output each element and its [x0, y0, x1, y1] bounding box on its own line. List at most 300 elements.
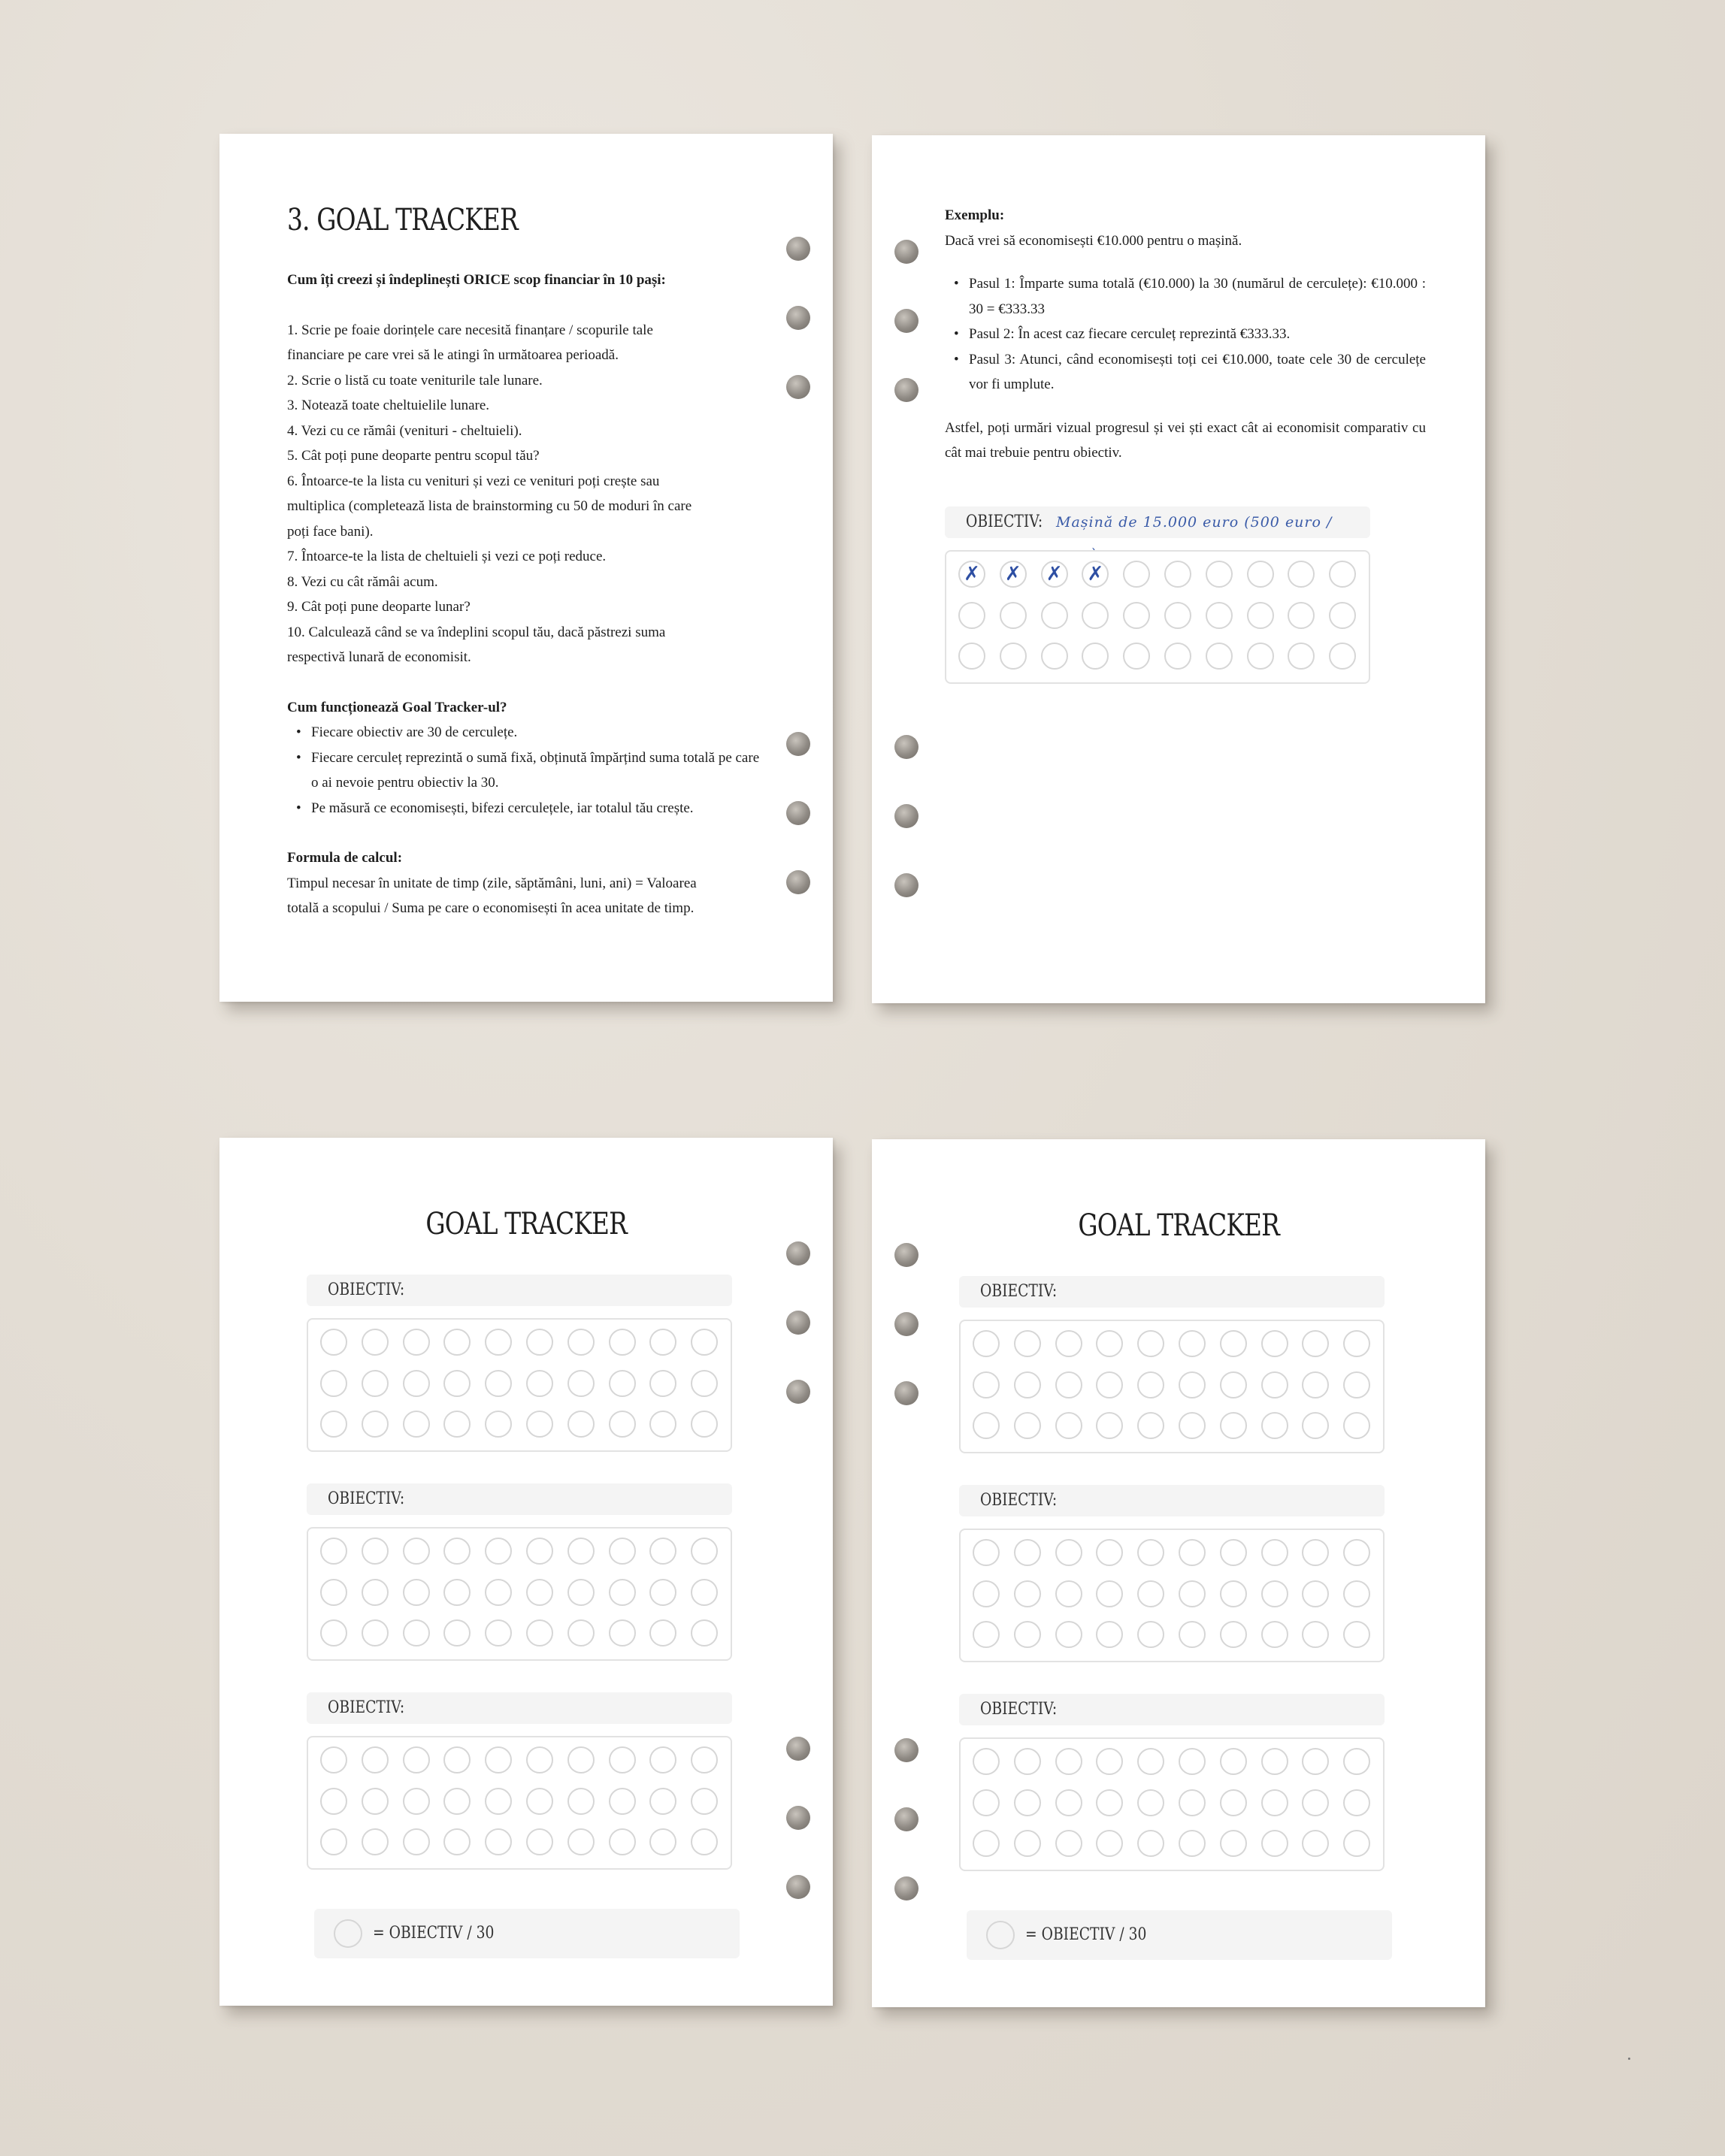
tracker-circle[interactable]: [1288, 643, 1315, 670]
tracker-circle[interactable]: [1261, 1789, 1288, 1816]
tracker-circle[interactable]: [1164, 643, 1191, 670]
tracker-circle[interactable]: [567, 1619, 595, 1646]
tracker-circle[interactable]: [1055, 1830, 1082, 1857]
text-line: 8. Vezi cu cât rămâi acum.: [287, 573, 438, 590]
tracker-circle[interactable]: [1206, 561, 1233, 588]
binder-hole: [786, 1737, 810, 1761]
tracker-circle[interactable]: [1343, 1789, 1370, 1816]
tracker-circle[interactable]: [526, 1746, 553, 1773]
tracker-circle[interactable]: [1179, 1621, 1206, 1648]
tracker-circle[interactable]: [691, 1746, 718, 1773]
tracker-title: [219, 1207, 833, 1241]
tracker-circle[interactable]: [1343, 1330, 1370, 1357]
tracker-circle[interactable]: [320, 1746, 347, 1773]
formula-bar: [967, 1910, 1392, 1960]
binder-hole: [894, 378, 918, 402]
objective-bar: [959, 1485, 1385, 1516]
tracker-circle[interactable]: [567, 1411, 595, 1438]
text-line: 2. Scrie o listă cu toate veniturile tale lunare.: [287, 372, 543, 389]
tracker-circle[interactable]: [649, 1746, 676, 1773]
tracker-title-text: GOAL TRACKER: [1078, 1208, 1279, 1243]
tracker-circle[interactable]: [691, 1788, 718, 1815]
tracker-circle[interactable]: [403, 1788, 430, 1815]
tracker-circle[interactable]: [485, 1788, 512, 1815]
tracker-circle[interactable]: [1343, 1621, 1370, 1648]
tracker-circle[interactable]: [403, 1411, 430, 1438]
tracker-circle[interactable]: [1220, 1830, 1247, 1857]
tracker-circle[interactable]: [443, 1411, 471, 1438]
objective-bar: [959, 1694, 1385, 1725]
tracker-circle[interactable]: [1329, 643, 1356, 670]
objective-grid: [945, 550, 1370, 684]
tracker-circle[interactable]: [1137, 1580, 1164, 1607]
tracker-circle[interactable]: [1179, 1539, 1206, 1566]
tracker-circle[interactable]: [362, 1538, 389, 1565]
tracker-circle[interactable]: [485, 1538, 512, 1565]
tracker-circle[interactable]: [485, 1746, 512, 1773]
tracker-circle[interactable]: [691, 1619, 718, 1646]
objective-label: OBIECTIV:: [328, 1489, 405, 1508]
objective-label: OBIECTIV:: [980, 1491, 1058, 1510]
tracker-circle[interactable]: [973, 1580, 1000, 1607]
text-line: 7. Întoarce-te la lista de cheltuieli și vezi ce poți reduce.: [287, 549, 607, 564]
text-line: 4. Vezi cu ce rămâi (venituri - cheltuieli).: [287, 422, 522, 439]
tracker-circle[interactable]: [567, 1579, 595, 1606]
tracker-circle[interactable]: [443, 1579, 471, 1606]
tracker-title-text: GOAL TRACKER: [425, 1207, 627, 1241]
tracker-circle[interactable]: [1137, 1789, 1164, 1816]
tracker-circle[interactable]: [691, 1370, 718, 1397]
tracker-circle[interactable]: [1055, 1539, 1082, 1566]
tracker-circle[interactable]: [485, 1579, 512, 1606]
objective-grid: [959, 1320, 1385, 1453]
text-line: 6. Întoarce-te la lista cu venituri și vezi ce venituri poți crește sau: [287, 473, 660, 489]
tracker-circle[interactable]: [443, 1538, 471, 1565]
tracker-page: [219, 1138, 833, 2006]
binder-hole: [894, 1876, 918, 1900]
objective-label: OBIECTIV:: [980, 1282, 1058, 1301]
tracker-circle[interactable]: [567, 1329, 595, 1356]
tracker-circle[interactable]: [609, 1788, 636, 1815]
tracker-circle[interactable]: [567, 1788, 595, 1815]
tracker-circle[interactable]: [1220, 1330, 1247, 1357]
tracker-circle[interactable]: [362, 1411, 389, 1438]
tracker-circle[interactable]: [1206, 643, 1233, 670]
bullet-item: • Pasul 3: Atunci, când economisești toți cei €10.000, toate cele 30 de cerculețe vor fi umplute.: [969, 347, 1426, 398]
tracker-circle[interactable]: [443, 1788, 471, 1815]
tracker-circle[interactable]: [691, 1329, 718, 1356]
tracker-circle[interactable]: [443, 1828, 471, 1855]
tracker-circle[interactable]: [1261, 1621, 1288, 1648]
tracker-circle[interactable]: [526, 1538, 553, 1565]
tracker-circle[interactable]: [1000, 643, 1027, 670]
tracker-circle[interactable]: [1041, 643, 1068, 670]
tracker-circle[interactable]: [1014, 1748, 1041, 1775]
tracker-circle[interactable]: [1220, 1371, 1247, 1399]
tracker-circle[interactable]: [1096, 1789, 1123, 1816]
tracker-circle[interactable]: [1096, 1580, 1123, 1607]
tracker-circle[interactable]: [403, 1828, 430, 1855]
conclusion-text: Astfel, poți urmări vizual progresul și vei ști exact cât ai economisit comparativ cu cât mai trebuie pentru obiectiv.: [945, 419, 1426, 461]
tracker-circle[interactable]: [320, 1828, 347, 1855]
tracker-circle[interactable]: [526, 1828, 553, 1855]
tracker-circle[interactable]: [1123, 643, 1150, 670]
objective-label: OBIECTIV:: [980, 1700, 1058, 1719]
objective-grid: [307, 1527, 732, 1661]
objective-grid: [307, 1736, 732, 1870]
tracker-circle[interactable]: [1014, 1371, 1041, 1399]
tracker-circle[interactable]: [1247, 561, 1274, 588]
tracker-circle[interactable]: [526, 1411, 553, 1438]
tracker-circle[interactable]: [1137, 1330, 1164, 1357]
objective-bar: [307, 1692, 732, 1724]
tracker-circle[interactable]: [1220, 1539, 1247, 1566]
tracker-circle[interactable]: [567, 1538, 595, 1565]
tracker-circle[interactable]: [1302, 1748, 1329, 1775]
tracker-circle[interactable]: [1164, 602, 1191, 629]
binder-hole: [786, 1380, 810, 1404]
tracker-circle[interactable]: [567, 1828, 595, 1855]
tracker-circle[interactable]: [649, 1788, 676, 1815]
tracker-circle[interactable]: [1329, 561, 1356, 588]
tracker-circle[interactable]: [973, 1539, 1000, 1566]
tracker-circle[interactable]: [649, 1828, 676, 1855]
tracker-circle[interactable]: [362, 1619, 389, 1646]
tracker-circle[interactable]: [1137, 1412, 1164, 1439]
text-line: 3. Notează toate cheltuielile lunare.: [287, 398, 490, 413]
tracker-circle[interactable]: [1220, 1621, 1247, 1648]
tracker-circle[interactable]: [1055, 1789, 1082, 1816]
tracker-circle[interactable]: [403, 1619, 430, 1646]
tracker-circle[interactable]: [1014, 1830, 1041, 1857]
objective-label: OBIECTIV:: [966, 513, 1043, 531]
tracker-circle[interactable]: [1302, 1830, 1329, 1857]
tracker-circle[interactable]: [1179, 1748, 1206, 1775]
tracker-circle[interactable]: [1055, 1371, 1082, 1399]
tracker-circle[interactable]: [443, 1619, 471, 1646]
tracker-circle[interactable]: [1302, 1539, 1329, 1566]
binder-hole: [894, 1243, 918, 1267]
checked-circle[interactable]: ✗: [1000, 561, 1027, 588]
tracker-circle[interactable]: [1082, 643, 1109, 670]
tracker-circle[interactable]: [1137, 1371, 1164, 1399]
page-title: 3. GOAL TRACKER: [287, 203, 518, 237]
binder-hole: [894, 1312, 918, 1336]
tracker-circle[interactable]: [320, 1370, 347, 1397]
tracker-circle[interactable]: [1343, 1580, 1370, 1607]
example-heading: Exemplu:: [945, 207, 1005, 223]
tracker-circle[interactable]: [1220, 1748, 1247, 1775]
tracker-circle[interactable]: [1206, 602, 1233, 629]
tracker-circle[interactable]: [1247, 602, 1274, 629]
steps-list: [287, 318, 768, 670]
tracker-circle[interactable]: [1014, 1539, 1041, 1566]
tracker-circle[interactable]: [320, 1579, 347, 1606]
binder-hole: [786, 237, 810, 261]
tracker-circle[interactable]: [1179, 1789, 1206, 1816]
tracker-circle[interactable]: [526, 1619, 553, 1646]
objective-label: OBIECTIV:: [328, 1281, 405, 1299]
tracker-circle[interactable]: [1261, 1580, 1288, 1607]
tracker-circle[interactable]: [1302, 1330, 1329, 1357]
binder-hole: [786, 1806, 810, 1830]
tracker-circle[interactable]: [1179, 1580, 1206, 1607]
binder-hole: [894, 1738, 918, 1762]
tracker-circle[interactable]: [1179, 1830, 1206, 1857]
formula-text: [287, 871, 768, 921]
objective-label: OBIECTIV:: [328, 1698, 405, 1717]
tracker-circle[interactable]: [485, 1370, 512, 1397]
tracker-circle[interactable]: [403, 1538, 430, 1565]
tracker-circle[interactable]: [649, 1538, 676, 1565]
tracker-circle[interactable]: [1041, 602, 1068, 629]
tracker-circle[interactable]: [1055, 1330, 1082, 1357]
objective-bar: [307, 1483, 732, 1515]
tracker-circle[interactable]: [443, 1746, 471, 1773]
example-list: [945, 271, 1426, 398]
binder-hole: [786, 375, 810, 399]
tracker-circle[interactable]: [1137, 1621, 1164, 1648]
tracker-circle[interactable]: [649, 1370, 676, 1397]
binder-hole: [786, 1875, 810, 1899]
tracker-circle[interactable]: [1014, 1789, 1041, 1816]
tracker-circle[interactable]: [649, 1411, 676, 1438]
tracker-circle[interactable]: [485, 1619, 512, 1646]
formula-text: = OBIECTIV / 30: [373, 1924, 495, 1943]
circle-symbol: [986, 1921, 1015, 1949]
objective-bar: [945, 506, 1370, 538]
binder-hole: [786, 1241, 810, 1265]
tracker-circle[interactable]: [1096, 1371, 1123, 1399]
tracker-circle[interactable]: [1096, 1621, 1123, 1648]
tracker-circle[interactable]: [1288, 602, 1315, 629]
tracker-circle[interactable]: [973, 1621, 1000, 1648]
tracker-circle[interactable]: [973, 1371, 1000, 1399]
tracker-circle[interactable]: [1288, 561, 1315, 588]
tracker-circle[interactable]: [1055, 1412, 1082, 1439]
tracker-circle[interactable]: [1096, 1830, 1123, 1857]
tracker-circle[interactable]: [609, 1746, 636, 1773]
binder-hole: [894, 804, 918, 828]
tracker-circle[interactable]: [362, 1370, 389, 1397]
text-line: poți face bani).: [287, 523, 374, 540]
formula-bar: [314, 1909, 740, 1958]
tracker-title: [872, 1208, 1485, 1243]
text-line: 5. Cât poți pune deoparte pentru scopul tău?: [287, 448, 540, 464]
intro-heading: Cum îți creezi și îndeplinești ORICE scop financiar în 10 pași:: [287, 272, 666, 288]
tracker-circle[interactable]: [1247, 643, 1274, 670]
tracker-circle[interactable]: [973, 1330, 1000, 1357]
binder-hole: [894, 240, 918, 264]
tracker-circle[interactable]: [1055, 1580, 1082, 1607]
tracker-circle[interactable]: [1179, 1371, 1206, 1399]
tracker-circle[interactable]: [609, 1329, 636, 1356]
tracker-circle[interactable]: [320, 1619, 347, 1646]
tracker-circle[interactable]: [485, 1828, 512, 1855]
tracker-circle[interactable]: [1343, 1412, 1370, 1439]
binder-hole: [786, 732, 810, 756]
binder-hole: [786, 306, 810, 330]
tracker-circle[interactable]: [485, 1329, 512, 1356]
tracker-circle[interactable]: [1123, 602, 1150, 629]
binder-hole: [786, 801, 810, 825]
tracker-circle[interactable]: [362, 1579, 389, 1606]
tracker-circle[interactable]: [609, 1579, 636, 1606]
tracker-circle[interactable]: [1014, 1330, 1041, 1357]
checked-circle[interactable]: ✗: [1082, 561, 1109, 588]
tracker-circle[interactable]: [1329, 602, 1356, 629]
tracker-circle[interactable]: [526, 1788, 553, 1815]
tracker-circle[interactable]: [1096, 1539, 1123, 1566]
binder-hole: [786, 1311, 810, 1335]
tracker-circle[interactable]: [526, 1329, 553, 1356]
text-line: totală a scopului / Suma pe care o economisești în acea unitate de timp.: [287, 900, 695, 916]
checked-circle[interactable]: ✗: [1041, 561, 1068, 588]
tracker-circle[interactable]: [958, 602, 985, 629]
binder-hole: [786, 870, 810, 894]
tracker-circle[interactable]: [1261, 1412, 1288, 1439]
tracker-circle[interactable]: [1179, 1330, 1206, 1357]
tracker-circle[interactable]: [1055, 1748, 1082, 1775]
tracker-circle[interactable]: [691, 1579, 718, 1606]
tracker-circle[interactable]: [1164, 561, 1191, 588]
objective-bar: [959, 1276, 1385, 1308]
tracker-circle[interactable]: [973, 1412, 1000, 1439]
tracker-circle[interactable]: [1343, 1830, 1370, 1857]
formula-text: = OBIECTIV / 30: [1025, 1925, 1147, 1944]
tracker-circle[interactable]: [1014, 1621, 1041, 1648]
tracker-circle[interactable]: [1000, 602, 1027, 629]
tracker-page: [872, 1139, 1485, 2007]
how-heading: Cum funcționează Goal Tracker-ul?: [287, 699, 507, 715]
tracker-circle[interactable]: [403, 1329, 430, 1356]
tracker-circle[interactable]: [1137, 1748, 1164, 1775]
text-line: multiplica (completează lista de brainstorming cu 50 de moduri în care: [287, 498, 692, 514]
tracker-circle[interactable]: [973, 1748, 1000, 1775]
tracker-circle[interactable]: [1302, 1412, 1329, 1439]
objective-grid: [307, 1318, 732, 1452]
tracker-circle[interactable]: [485, 1411, 512, 1438]
tracker-circle[interactable]: [1096, 1330, 1123, 1357]
tracker-circle[interactable]: [609, 1619, 636, 1646]
tracker-circle[interactable]: [1343, 1371, 1370, 1399]
text-line: 1. Scrie pe foaie dorințele care necesită finanțare / scopurile tale: [287, 322, 653, 338]
tracker-circle[interactable]: [1179, 1412, 1206, 1439]
text-line: 10. Calculează când se va îndeplini scopul tău, dacă păstrezi suma: [287, 624, 666, 640]
tracker-circle[interactable]: [362, 1828, 389, 1855]
tracker-circle[interactable]: [691, 1538, 718, 1565]
tracker-circle[interactable]: [403, 1370, 430, 1397]
tracker-circle[interactable]: [1302, 1789, 1329, 1816]
tracker-circle[interactable]: [1082, 602, 1109, 629]
how-list: [287, 720, 768, 821]
tracker-circle[interactable]: [1220, 1412, 1247, 1439]
tracker-circle[interactable]: [1261, 1330, 1288, 1357]
tracker-circle[interactable]: [649, 1619, 676, 1646]
objective-grid: [959, 1529, 1385, 1662]
text-line: respectivă lunară de economisit.: [287, 649, 471, 665]
tracker-circle[interactable]: [1261, 1539, 1288, 1566]
circle-symbol: [334, 1919, 362, 1948]
instructions-text: [287, 268, 768, 921]
tracker-circle[interactable]: [649, 1579, 676, 1606]
tracker-circle[interactable]: [362, 1788, 389, 1815]
tracker-circle[interactable]: [691, 1411, 718, 1438]
example-page: [872, 135, 1485, 1003]
tracker-circle[interactable]: [1220, 1580, 1247, 1607]
tracker-circle[interactable]: [973, 1830, 1000, 1857]
binder-hole: [894, 309, 918, 333]
tracker-circle[interactable]: [1014, 1580, 1041, 1607]
tracker-circle[interactable]: [958, 643, 985, 670]
tracker-circle[interactable]: [320, 1411, 347, 1438]
tracker-circle[interactable]: [1302, 1621, 1329, 1648]
checked-circle[interactable]: ✗: [958, 561, 985, 588]
tracker-circle[interactable]: [649, 1329, 676, 1356]
tracker-circle[interactable]: [1014, 1412, 1041, 1439]
tracker-circle[interactable]: [443, 1370, 471, 1397]
tracker-circle[interactable]: [320, 1538, 347, 1565]
tracker-circle[interactable]: [1123, 561, 1150, 588]
bullet-item: • Fiecare cerculeț reprezintă o sumă fixă, obținută împărțind suma totală pe care o ai nevoie pentru obiectiv la 30.: [311, 745, 768, 796]
tracker-circle[interactable]: [320, 1788, 347, 1815]
tracker-circle[interactable]: [1261, 1371, 1288, 1399]
tracker-circle[interactable]: [1261, 1830, 1288, 1857]
instructions-page: [219, 134, 833, 1002]
tracker-circle[interactable]: [609, 1828, 636, 1855]
example-text: [945, 203, 1426, 466]
tracker-circle[interactable]: [403, 1579, 430, 1606]
binder-hole: [894, 1807, 918, 1831]
objective-handwritten: Mașină de 15.000 euro (500 euro /: [1056, 514, 1333, 531]
tracker-circle[interactable]: [1096, 1412, 1123, 1439]
tracker-circle[interactable]: [443, 1329, 471, 1356]
tracker-circle[interactable]: [1137, 1830, 1164, 1857]
text-line: financiare pe care vrei să le atingi în următoarea perioadă.: [287, 347, 619, 363]
tracker-circle[interactable]: [403, 1746, 430, 1773]
tracker-circle[interactable]: [1055, 1621, 1082, 1648]
tracker-circle[interactable]: [609, 1370, 636, 1397]
tracker-circle[interactable]: [1220, 1789, 1247, 1816]
tracker-circle[interactable]: [1302, 1580, 1329, 1607]
objective-grid: [959, 1737, 1385, 1871]
bullet-item: • Pe măsură ce economisești, bifezi cerculețele, iar totalul tău crește.: [311, 796, 768, 821]
tracker-circle[interactable]: [526, 1579, 553, 1606]
tracker-circle[interactable]: [320, 1329, 347, 1356]
tracker-circle[interactable]: [1343, 1539, 1370, 1566]
tracker-circle[interactable]: [691, 1828, 718, 1855]
tracker-circle[interactable]: [1137, 1539, 1164, 1566]
tracker-circle[interactable]: [526, 1370, 553, 1397]
tracker-circle[interactable]: [973, 1789, 1000, 1816]
example-intro: Dacă vrei să economisești €10.000 pentru o mașină.: [945, 232, 1242, 249]
tracker-circle[interactable]: [567, 1370, 595, 1397]
tracker-circle[interactable]: [609, 1538, 636, 1565]
bullet-item: • Pasul 1: Împarte suma totală (€10.000) la 30 (numărul de cerculețe): €10.000 : 30 = €333.33: [969, 271, 1426, 322]
tracker-circle[interactable]: [1261, 1748, 1288, 1775]
tracker-circle[interactable]: [1096, 1748, 1123, 1775]
tracker-circle[interactable]: [1302, 1371, 1329, 1399]
tracker-circle[interactable]: [1343, 1748, 1370, 1775]
tracker-circle[interactable]: [362, 1746, 389, 1773]
binder-hole: [894, 735, 918, 759]
tracker-circle[interactable]: [609, 1411, 636, 1438]
formula-heading: Formula de calcul:: [287, 850, 403, 866]
speck: [1628, 2058, 1630, 2060]
tracker-circle[interactable]: [362, 1329, 389, 1356]
binder-hole: [894, 873, 918, 897]
tracker-circle[interactable]: [567, 1746, 595, 1773]
